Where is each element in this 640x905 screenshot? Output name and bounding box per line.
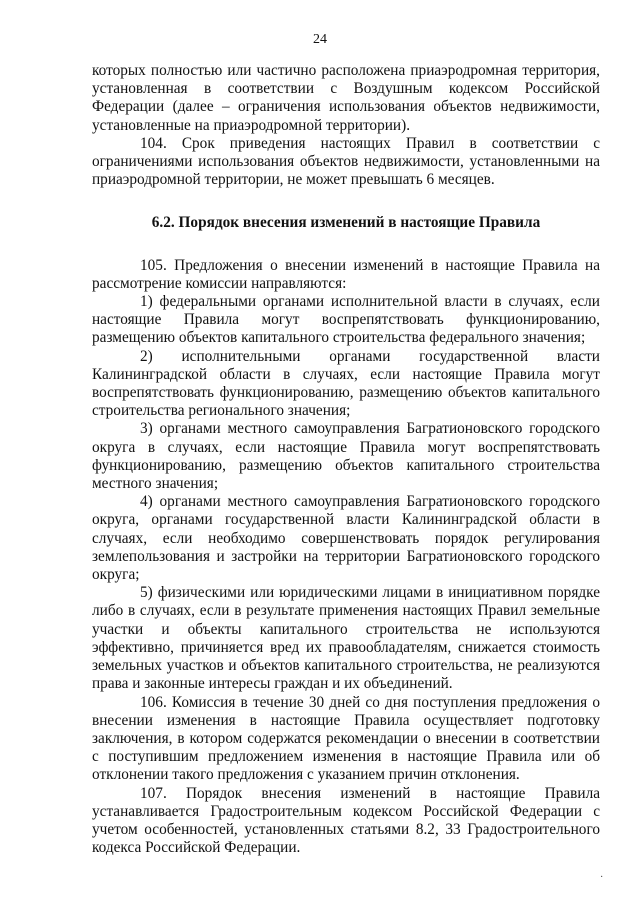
intro-paragraph: которых полностью или частично расположена приаэродромная территория, установленная в соответствии с Воздушным кодексом Российской Федерации (далее – ограничения использования объектов недвижимости, установленные на приаэродромной территории). <box>92 62 600 134</box>
paragraph-105: 105. Предложения о внесении изменений в настоящие Правила на рассмотрение комиссии направляются: <box>92 256 600 292</box>
list-item-1: 1) федеральными органами исполнительной власти в случаях, если настоящие Правила могут воспрепятствовать функционированию, размещению объектов капитального строительства федерального значения; <box>92 293 600 347</box>
paragraph-106: 106. Комиссия в течение 30 дней со дня поступления предложения о внесении изменения в настоящие Правила осуществляет подготовку заключения, в котором содержатся рекомендации о внесении в соответствии с поступившим предложением изменения в настоящие Правила или об отклонении такого предложения с указанием причин отклонения. <box>92 693 600 784</box>
page-number: 24 <box>313 32 327 47</box>
list-item-2: 2) исполнительными органами государственной власти Калининградской области в случаях, если настоящие Правила могут воспрепятствовать функционированию, размещению объектов капитального строительства регионального значения; <box>92 347 600 420</box>
paragraph-104: 104. Срок приведения настоящих Правил в соответствии с ограничениями использования объектов недвижимости, установленными на приаэродромной территории, не может превышать 6 месяцев. <box>92 134 600 189</box>
list-item-3: 3) органами местного самоуправления Багратионовского городского округа в случаях, если настоящие Правила могут воспрепятствовать функционированию, размещению объектов капитального строительства местного значения; <box>92 420 600 493</box>
section-heading: 6.2. Порядок внесения изменений в настоящие Правила <box>151 214 541 232</box>
scan-mark: · <box>600 872 604 883</box>
list-item-4: 4) органами местного самоуправления Багратионовского городского округа, органами государственной власти Калининградской области в случаях, если необходимо совершенствовать порядок регулирования землепользования и застройки на территории Багратионовского городского округа; <box>92 493 600 584</box>
document-body <box>92 62 600 857</box>
paragraph-107: 107. Порядок внесения изменений в настоящие Правила устанавливается Градостроительным кодексом Российской Федерации с учетом особенностей, установленных статьями 8.2, 33 Градостроительного кодекса Российской Федерации. <box>92 784 600 857</box>
list-item-5: 5) физическими или юридическими лицами в инициативном порядке либо в случаях, если в результате применения настоящих Правил земельные участки и объекты капитального строительства не используются эффективно, причиняется вред их правообладателям, снижается стоимость земельных участков и объектов капитального строительства, не реализуются права и законные интересы граждан и их объединений. <box>92 584 600 693</box>
